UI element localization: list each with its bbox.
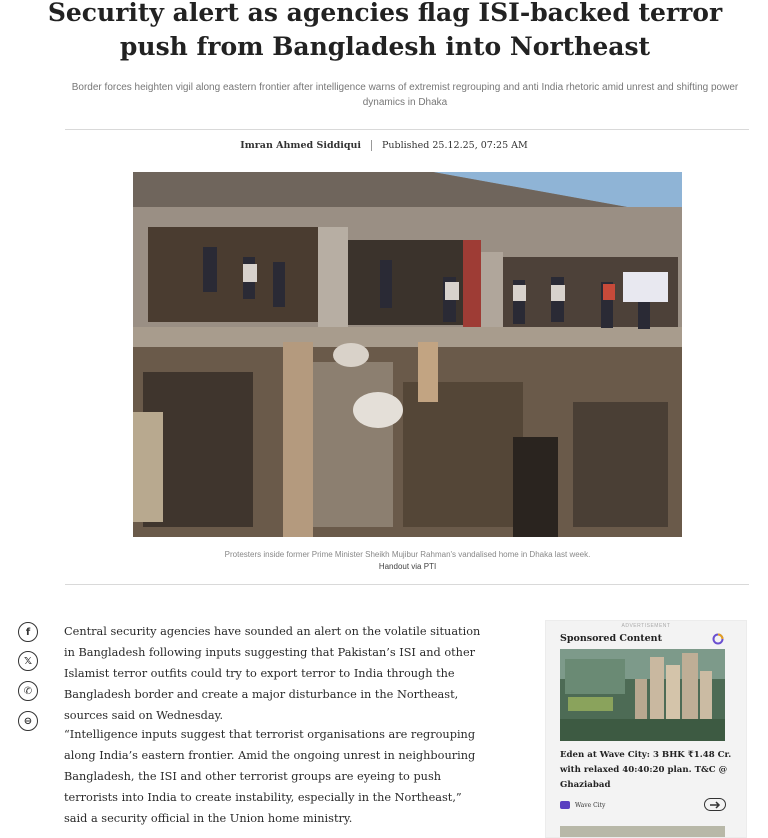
article-paragraph: “Intelligence inputs suggest that terrorist organisations are regrouping along India’s eastern frontier. Amid the ongoing unrest in neighbouring Bangladesh, the ISI and other terrorist groups are eyeing to push terrorists into India to create instability, especially in the Northeast,” said a security official in the Union home ministry. xyxy=(64,728,476,825)
ad-next-arrow-button[interactable] xyxy=(704,798,726,811)
sponsor-network-icon xyxy=(712,633,724,645)
sponsored-content-title: Sponsored Content xyxy=(560,633,662,644)
headline: Security alert as agencies flag ISI-backed terror push from Bangladesh into Northeast xyxy=(47,0,723,61)
x-icon[interactable]: 𝕏 xyxy=(18,651,38,671)
byline-separator xyxy=(371,140,372,151)
wave-city-logo-icon xyxy=(560,801,570,809)
advertisement-label: ADVERTISEMENT xyxy=(621,623,671,629)
ad-brand-name: Wave City xyxy=(575,801,606,809)
image-caption xyxy=(133,549,682,573)
facebook-icon[interactable]: f xyxy=(18,622,38,642)
next-ad-image-preview[interactable] xyxy=(560,826,725,837)
divider xyxy=(65,129,749,130)
ad-headline[interactable]: Eden at Wave City: 3 BHK ₹1.48 Cr. with relaxed 40:40:20 plan. T&C @ Ghaziabad xyxy=(560,750,732,790)
byline xyxy=(0,140,768,151)
ad-image[interactable] xyxy=(560,649,725,741)
divider xyxy=(65,584,749,585)
ad-building-image xyxy=(560,649,725,741)
published-date: Published 25.12.25, 07:25 AM xyxy=(382,140,528,151)
image-credit: Handout via PTI xyxy=(378,562,437,571)
article-hero-image xyxy=(133,172,682,537)
caption-text: Protesters inside former Prime Minister Sheikh Mujibur Rahman's vandalised home in Dhaka last week. xyxy=(224,550,591,559)
author-name[interactable]: Imran Ahmed Siddiqui xyxy=(240,140,361,151)
vandalised-house-photo xyxy=(133,172,682,537)
arrow-right-icon xyxy=(709,801,721,809)
whatsapp-icon[interactable]: ✆ xyxy=(18,681,38,701)
article-paragraph: Central security agencies have sounded an alert on the volatile situation in Bangladesh following inputs suggesting that Pakistan’s ISI and other Islamist terror outfits could try to export terror to India through the Bangladesh border and create a major disturbance in the Northeast, sources said on Wednesday. xyxy=(64,625,481,722)
sponsored-content-widget xyxy=(545,620,747,838)
ad-brand[interactable] xyxy=(560,801,605,809)
subheadline: Border forces heighten vigil along eastern frontier after intelligence warns of extremist regrouping and anti India rhetoric amid unrest and shifting power dynamics in Dhaka xyxy=(71,82,739,108)
copy-link-icon[interactable]: ⊖ xyxy=(18,711,38,731)
